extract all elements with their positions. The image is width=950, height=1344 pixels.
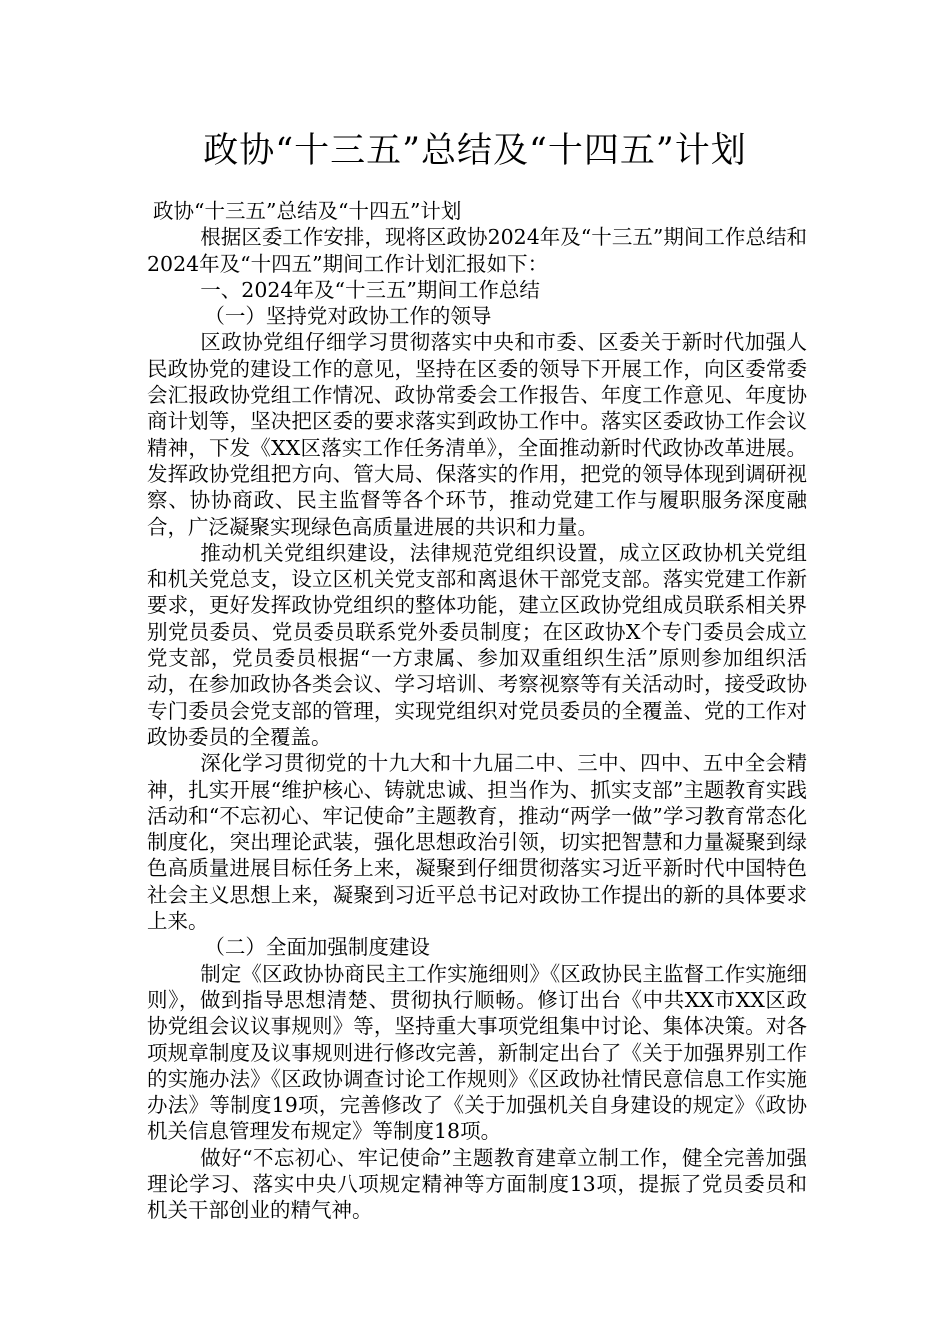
- body-paragraph: 推动机关党组织建设，法律规范党组织设置，成立区政协机关党组和机关党总支，设立区机关党支部和离退休干部党支部。落实党建工作新要求，更好发挥政协党组织的整体功能，建立区政协党组成员联系相关界别党员委员、党员委员联系党外委员制度；在区政协X个专门委员会成立党支部，党员委员根据“一方隶属、参加双重组织生活”原则参加组织活动，在参加政协各类会议、学习培训、考察视察等有关活动时，接受政协专门委员会党支部的管理，实现党组织对党员委员的全覆盖、党的工作对政协委员的全覆盖。: [147, 540, 807, 749]
- body-paragraph: 深化学习贯彻党的十九大和十九届二中、三中、四中、五中全会精神，扎实开展“维护核心、铸就忠诚、担当作为、抓实支部”主题教育实践活动和“不忘初心、牢记使命”主题教育，推动“两学一做”学习教育常态化制度化，突出理论武装，强化思想政治引领，切实把智慧和力量凝聚到绿色高质量进展目标任务上来，凝聚到仔细贯彻落实习近平新时代中国特色社会主义思想上来，凝聚到习近平总书记对政协工作提出的新的具体要求上来。: [147, 751, 807, 934]
- document-subtitle: 政协“十三五”总结及“十四五”计划: [153, 199, 462, 223]
- subsection-heading: （一）坚持党对政协工作的领导: [204, 304, 492, 329]
- body-paragraph: 做好“不忘初心、牢记使命”主题教育建章立制工作，健全完善加强理论学习、落实中央八项规定精神等方面制度13项，提振了党员委员和机关干部创业的精气神。: [147, 1145, 807, 1223]
- document-body: [147, 198, 807, 1224]
- subsection-heading: （二）全面加强制度建设: [204, 935, 430, 960]
- intro-paragraph: 根据区委工作安排，现将区政协2024年及“十三五”期间工作总结和2024年及“十四五”期间工作计划汇报如下：: [147, 225, 807, 276]
- document-title: 政协“十三五”总结及“十四五”计划: [203, 131, 747, 171]
- section-heading: 一、2024年及“十三五”期间工作总结: [200, 277, 540, 302]
- body-paragraph: 区政协党组仔细学习贯彻落实中央和市委、区委关于新时代加强人民政协党的建设工作的意见，坚持在区委的领导下开展工作，向区委常委会汇报政协党组工作情况、政协常委会工作报告、年度工作意见、年度协商计划等，坚决把区委的要求落实到政协工作中。落实区委政协工作会议精神，下发《XX区落实工作任务清单》，全面推动新时代政协改革进展。发挥政协党组把方向、管大局、保落实的作用，把党的领导体现到调研视察、协协商政、民主监督等各个环节，推动党建工作与履职服务深度融合，广泛凝聚实现绿色高质量进展的共识和力量。: [147, 330, 807, 539]
- body-paragraph: 制定《区政协协商民主工作实施细则》《区政协民主监督工作实施细则》，做到指导思想清楚、贯彻执行顺畅。修订出台《中共XX市XX区政协党组会议议事规则》等，坚持重大事项党组集中讨论、集体决策。对各项规章制度及议事规则进行修改完善，新制定出台了《关于加强界别工作的实施办法》《区政协调查讨论工作规则》《区政协社情民意信息工作实施办法》等制度19项，完善修改了《关于加强机关自身建设的规定》《政协机关信息管理发布规定》等制度18项。: [147, 961, 807, 1144]
